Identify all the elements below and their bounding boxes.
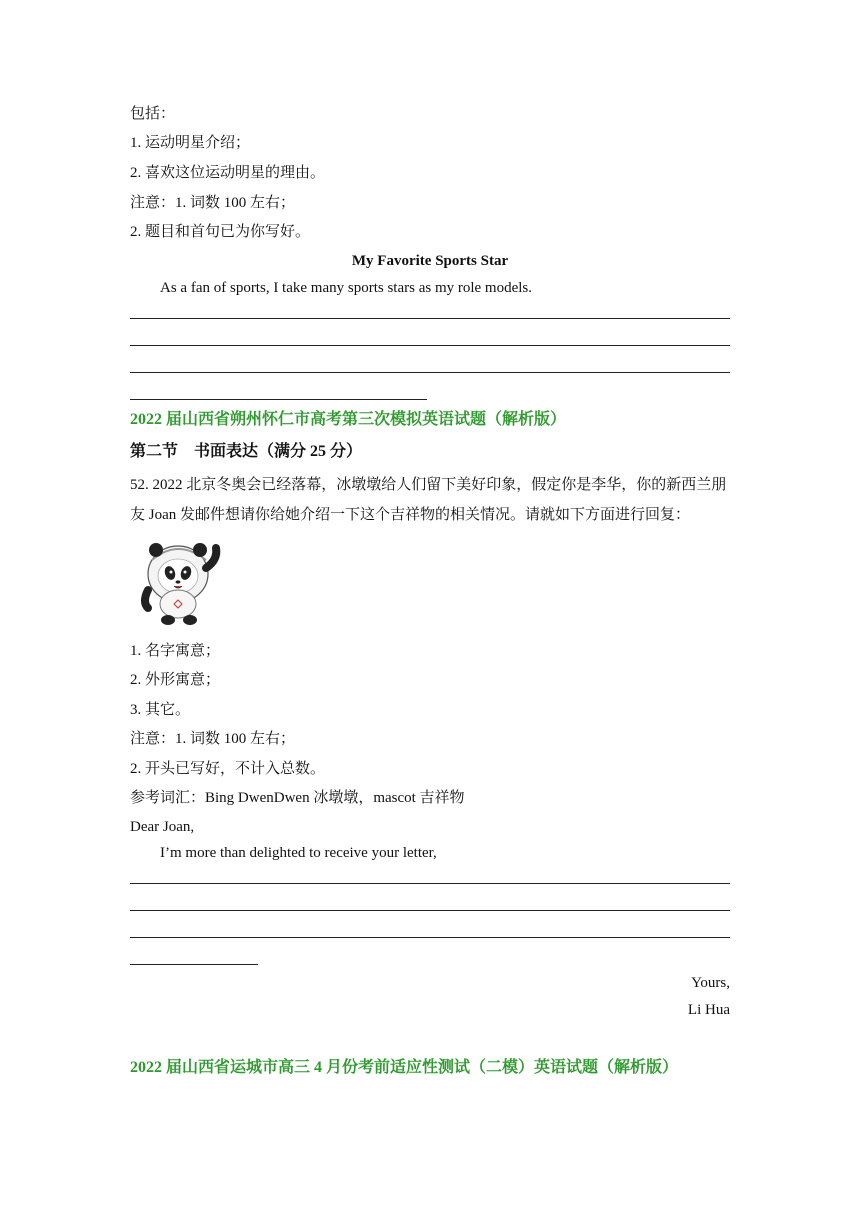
prompt-text: 52. 2022 北京冬奥会已经落幕，冰墩墩给人们留下美好印象，假定你是李华，你的新西兰朋 [130, 477, 727, 493]
essay-first-sentence: As a fan of sports, I take many sports stars as my role models. [160, 280, 533, 296]
note-item: 2. 开头已写好，不计入总数。 [130, 761, 326, 777]
note-item: 注意：1. 词数 100 左右； [130, 731, 296, 747]
letter-closing: Yours, [691, 975, 730, 991]
answer-line [130, 964, 258, 965]
source-title: 2022 届山西省运城市高三 4 月份考前适应性测试（二模）英语试题（解析版） [130, 1059, 679, 1076]
answer-line [130, 883, 730, 884]
letter-signature: Li Hua [687, 1002, 730, 1018]
requirement-item: 2. 喜欢这位运动明星的理由。 [130, 165, 326, 181]
note-item: 注意：1. 词数 100 左右； [130, 195, 296, 211]
reference-vocab: 参考词汇：Bing DwenDwen 冰墩墩，mascot 吉祥物 [130, 790, 465, 806]
requirement-item: 1. 运动明星介绍； [130, 135, 251, 151]
answer-line [130, 399, 427, 400]
answer-line [130, 937, 730, 938]
note-item: 2. 题目和首句已为你写好。 [130, 224, 311, 240]
answer-line [130, 318, 730, 319]
answer-line [130, 372, 730, 373]
section-title: 第二节 书面表达（满分 25 分） [130, 443, 363, 460]
includes-label: 包括： [130, 106, 176, 122]
requirement-item: 3. 其它。 [130, 702, 191, 718]
answer-line [130, 345, 730, 346]
source-title: 2022 届山西省朔州怀仁市高考第三次模拟英语试题（解析版） [130, 411, 567, 428]
prompt-text: 友 Joan 发邮件想请你给她介绍一下这个吉祥物的相关情况。请就如下方面进行回复： [130, 507, 690, 523]
requirement-item: 1. 名字寓意； [130, 643, 221, 659]
letter-salutation: Dear Joan, [130, 819, 195, 835]
requirement-item: 2. 外形寓意； [130, 672, 221, 688]
letter-first-sentence: I’m more than delighted to receive your letter, [160, 845, 437, 861]
answer-line [130, 910, 730, 911]
essay-title: My Favorite Sports Star [351, 253, 509, 269]
bing-dwen-dwen-mascot-image [134, 538, 224, 626]
